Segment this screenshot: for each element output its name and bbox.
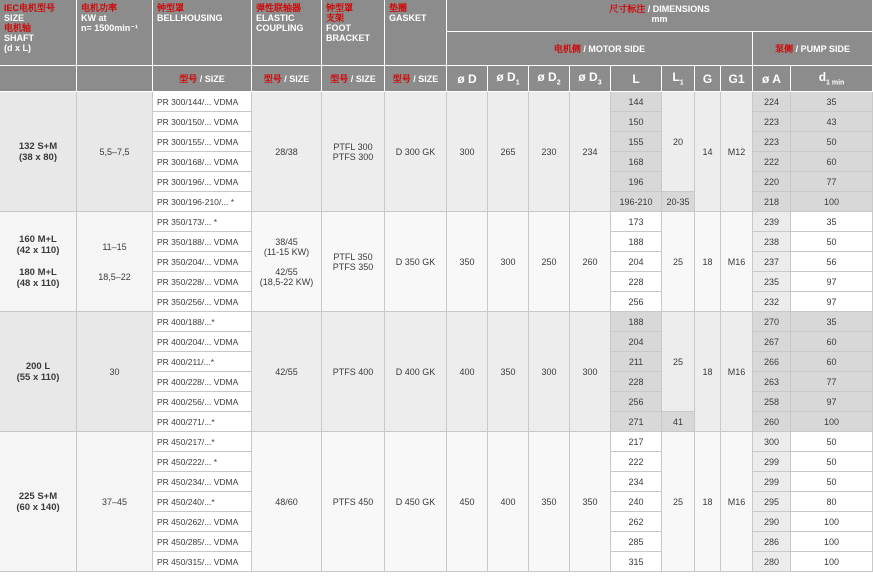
dim-G1: M16	[721, 212, 753, 312]
dim-A: 299	[753, 452, 791, 472]
power-kw: 11–15 18,5–22	[77, 212, 153, 312]
dim-A: 299	[753, 472, 791, 492]
bellhousing-size: PR 400/211/...*	[153, 352, 252, 372]
dim-G: 14	[695, 92, 721, 212]
dim-A: 258	[753, 392, 791, 412]
header-gasket: 垫圈 GASKET	[385, 0, 447, 66]
dim-L: 256	[611, 392, 662, 412]
dim-D: 450	[447, 432, 488, 572]
dim-L: 240	[611, 492, 662, 512]
dim-D2: 250	[529, 212, 570, 312]
subheader-D: ø D	[447, 66, 488, 92]
dim-D2: 300	[529, 312, 570, 432]
dim-A: 286	[753, 532, 791, 552]
subheader-D3: ø $D_3$	[570, 66, 611, 92]
dim-L: 150	[611, 112, 662, 132]
subheader-blank-1	[0, 66, 77, 92]
dim-L: 228	[611, 372, 662, 392]
dim-A: 260	[753, 412, 791, 432]
foot-bracket: PTFL 350 PTFS 350	[322, 212, 385, 312]
dim-L1: 25	[662, 212, 695, 312]
dim-L: 173	[611, 212, 662, 232]
dim-L: 228	[611, 272, 662, 292]
dim-A: 266	[753, 352, 791, 372]
dim-D: 350	[447, 212, 488, 312]
subheader-d: $d_{1 min}$	[791, 66, 873, 92]
dim-D: 400	[447, 312, 488, 432]
dim-L: 315	[611, 552, 662, 572]
subheader-G1: G1	[721, 66, 753, 92]
bellhousing-size: PR 350/228/... VDMA	[153, 272, 252, 292]
dim-L: 196-210	[611, 192, 662, 212]
power-kw: 30	[77, 312, 153, 432]
dim-d1: 50	[791, 232, 873, 252]
dim-L: 211	[611, 352, 662, 372]
header-motor-size: IEC电机型号 SIZE 电机轴 SHAFT (d x L)	[0, 0, 77, 66]
dim-d1: 100	[791, 192, 873, 212]
dim-A: 218	[753, 192, 791, 212]
dim-D2: 350	[529, 432, 570, 572]
header-pump-side: 泵侧 / PUMP SIDE	[753, 32, 873, 66]
subheader-gasket-size: 型号 / SIZE	[385, 66, 447, 92]
bellhousing-size: PR 450/262/... VDMA	[153, 512, 252, 532]
header-power: 电机功率 KW at n= 1500min⁻¹	[77, 0, 153, 66]
subheader-A: ø A	[753, 66, 791, 92]
dim-L: 155	[611, 132, 662, 152]
dim-A: 235	[753, 272, 791, 292]
dim-d1: 100	[791, 412, 873, 432]
dim-L1: 20	[662, 92, 695, 192]
subheader-L: L	[611, 66, 662, 92]
bellhousing-size: PR 450/234/... VDMA	[153, 472, 252, 492]
dim-A: 300	[753, 432, 791, 452]
dim-d1: 50	[791, 452, 873, 472]
dim-L: 144	[611, 92, 662, 112]
dim-A: 222	[753, 152, 791, 172]
motor-size: 160 M+L (42 x 110) 180 M+L (48 x 110)	[0, 212, 77, 312]
dim-d1: 100	[791, 512, 873, 532]
dim-L: 271	[611, 412, 662, 432]
gasket: D 350 GK	[385, 212, 447, 312]
table-row	[0, 212, 873, 232]
bellhousing-size: PR 450/240/...*	[153, 492, 252, 512]
dim-A: 239	[753, 212, 791, 232]
dim-L: 234	[611, 472, 662, 492]
bellhousing-size: PR 400/228/... VDMA	[153, 372, 252, 392]
dim-d1: 60	[791, 352, 873, 372]
dim-D3: 234	[570, 92, 611, 212]
bellhousing-size: PR 350/188/... VDMA	[153, 232, 252, 252]
bellhousing-size: PR 450/222/... *	[153, 452, 252, 472]
dim-D1: 350	[488, 312, 529, 432]
dim-A: 295	[753, 492, 791, 512]
subheader-blank-2	[77, 66, 153, 92]
dim-L1: 20-35	[662, 192, 695, 212]
subheader-bellhousing-size: 型号 / SIZE	[153, 66, 252, 92]
coupling-size: 28/38	[252, 92, 322, 212]
header-foot-bracket: 钟型罩 支架 FOOT BRACKET	[322, 0, 385, 66]
dim-d1: 50	[791, 472, 873, 492]
power-kw: 5,5–7,5	[77, 92, 153, 212]
dim-A: 237	[753, 252, 791, 272]
dim-d1: 97	[791, 272, 873, 292]
dim-d1: 35	[791, 312, 873, 332]
dim-A: 280	[753, 552, 791, 572]
dim-d1: 56	[791, 252, 873, 272]
dim-d1: 100	[791, 552, 873, 572]
bellhousing-size: PR 400/271/...*	[153, 412, 252, 432]
dim-L: 188	[611, 232, 662, 252]
dim-G1: M16	[721, 432, 753, 572]
dim-A: 232	[753, 292, 791, 312]
dim-d1: 97	[791, 292, 873, 312]
dim-A: 223	[753, 132, 791, 152]
bellhousing-size: PR 400/256/... VDMA	[153, 392, 252, 412]
dim-G1: M12	[721, 92, 753, 212]
dim-L: 204	[611, 332, 662, 352]
dim-L1: 25	[662, 432, 695, 572]
gasket: D 300 GK	[385, 92, 447, 212]
coupling-size: 38/45 (11-15 KW) 42/55 (18,5-22 KW)	[252, 212, 322, 312]
power-kw: 37–45	[77, 432, 153, 572]
table-row	[0, 432, 873, 452]
table-row	[0, 92, 873, 112]
dim-L: 168	[611, 152, 662, 172]
dim-d1: 60	[791, 332, 873, 352]
dim-L: 262	[611, 512, 662, 532]
group-225	[0, 432, 873, 572]
dim-D3: 300	[570, 312, 611, 432]
dim-A: 290	[753, 512, 791, 532]
dim-A: 267	[753, 332, 791, 352]
motor-size: 225 S+M (60 x 140)	[0, 432, 77, 572]
bellhousing-size: PR 300/196-210/... *	[153, 192, 252, 212]
dim-L: 285	[611, 532, 662, 552]
subheader-D1: ø $D_1$	[488, 66, 529, 92]
bellhousing-size: PR 450/285/... VDMA	[153, 532, 252, 552]
group-160-180	[0, 212, 873, 312]
gasket: D 400 GK	[385, 312, 447, 432]
motor-size: 200 L (55 x 110)	[0, 312, 77, 432]
subheader-G: G	[695, 66, 721, 92]
foot-bracket: PTFS 450	[322, 432, 385, 572]
group-200	[0, 312, 873, 432]
bellhousing-size: PR 300/150/... VDMA	[153, 112, 252, 132]
header-motor-side: 电机侧 / MOTOR SIDE	[447, 32, 753, 66]
dim-L1: 25	[662, 312, 695, 412]
dim-A: 220	[753, 172, 791, 192]
dim-d1: 35	[791, 212, 873, 232]
bellhousing-size: PR 300/168/... VDMA	[153, 152, 252, 172]
dim-A: 223	[753, 112, 791, 132]
dim-d1: 80	[791, 492, 873, 512]
bellhousing-size: PR 350/204/... VDMA	[153, 252, 252, 272]
dim-L: 204	[611, 252, 662, 272]
dim-d1: 77	[791, 172, 873, 192]
dim-d1: 100	[791, 532, 873, 552]
bellhousing-size: PR 350/173/... *	[153, 212, 252, 232]
subheader-foot-size: 型号 / SIZE	[322, 66, 385, 92]
coupling-size: 42/55	[252, 312, 322, 432]
header-coupling: 弹性联轴器 ELASTIC COUPLING	[252, 0, 322, 66]
group-132	[0, 92, 873, 212]
subheader-D2: ø $D_2$	[529, 66, 570, 92]
dim-G1: M16	[721, 312, 753, 432]
motor-size: 132 S+M (38 x 80)	[0, 92, 77, 212]
bellhousing-size: PR 400/204/... VDMA	[153, 332, 252, 352]
dim-A: 224	[753, 92, 791, 112]
table-row	[0, 312, 873, 332]
dim-D3: 350	[570, 432, 611, 572]
bellhousing-size: PR 300/144/... VDMA	[153, 92, 252, 112]
subheader-L1: $L_1$	[662, 66, 695, 92]
dim-L: 196	[611, 172, 662, 192]
dim-D3: 260	[570, 212, 611, 312]
dim-G: 18	[695, 432, 721, 572]
dim-G: 18	[695, 312, 721, 432]
dim-A: 238	[753, 232, 791, 252]
dim-d1: 97	[791, 392, 873, 412]
dim-D2: 230	[529, 92, 570, 212]
dim-D1: 300	[488, 212, 529, 312]
dim-L: 217	[611, 432, 662, 452]
dim-d1: 43	[791, 112, 873, 132]
gasket: D 450 GK	[385, 432, 447, 572]
dim-L: 222	[611, 452, 662, 472]
dim-d1: 50	[791, 132, 873, 152]
bellhousing-size: PR 400/188/...*	[153, 312, 252, 332]
dim-L1: 41	[662, 412, 695, 432]
bellhousing-size: PR 450/217/...*	[153, 432, 252, 452]
header-bellhousing: 钟型罩 BELLHOUSING	[153, 0, 252, 66]
dim-L: 188	[611, 312, 662, 332]
dim-A: 270	[753, 312, 791, 332]
foot-bracket: PTFL 300 PTFS 300	[322, 92, 385, 212]
bellhousing-size: PR 300/196/... VDMA	[153, 172, 252, 192]
dim-d1: 77	[791, 372, 873, 392]
bellhousing-size: PR 450/315/... VDMA	[153, 552, 252, 572]
dim-G: 18	[695, 212, 721, 312]
subheader-coupling-size: 型号 / SIZE	[252, 66, 322, 92]
dim-d1: 35	[791, 92, 873, 112]
dim-D: 300	[447, 92, 488, 212]
dim-d1: 60	[791, 152, 873, 172]
dim-d1: 50	[791, 432, 873, 452]
bellhousing-size: PR 300/155/... VDMA	[153, 132, 252, 152]
dim-D1: 265	[488, 92, 529, 212]
coupling-size: 48/60	[252, 432, 322, 572]
bellhousing-size: PR 350/256/... VDMA	[153, 292, 252, 312]
dim-A: 263	[753, 372, 791, 392]
header-dimensions: 尺寸标注 / DIMENSIONS mm	[447, 0, 873, 32]
dim-L: 256	[611, 292, 662, 312]
foot-bracket: PTFS 400	[322, 312, 385, 432]
dim-D1: 400	[488, 432, 529, 572]
